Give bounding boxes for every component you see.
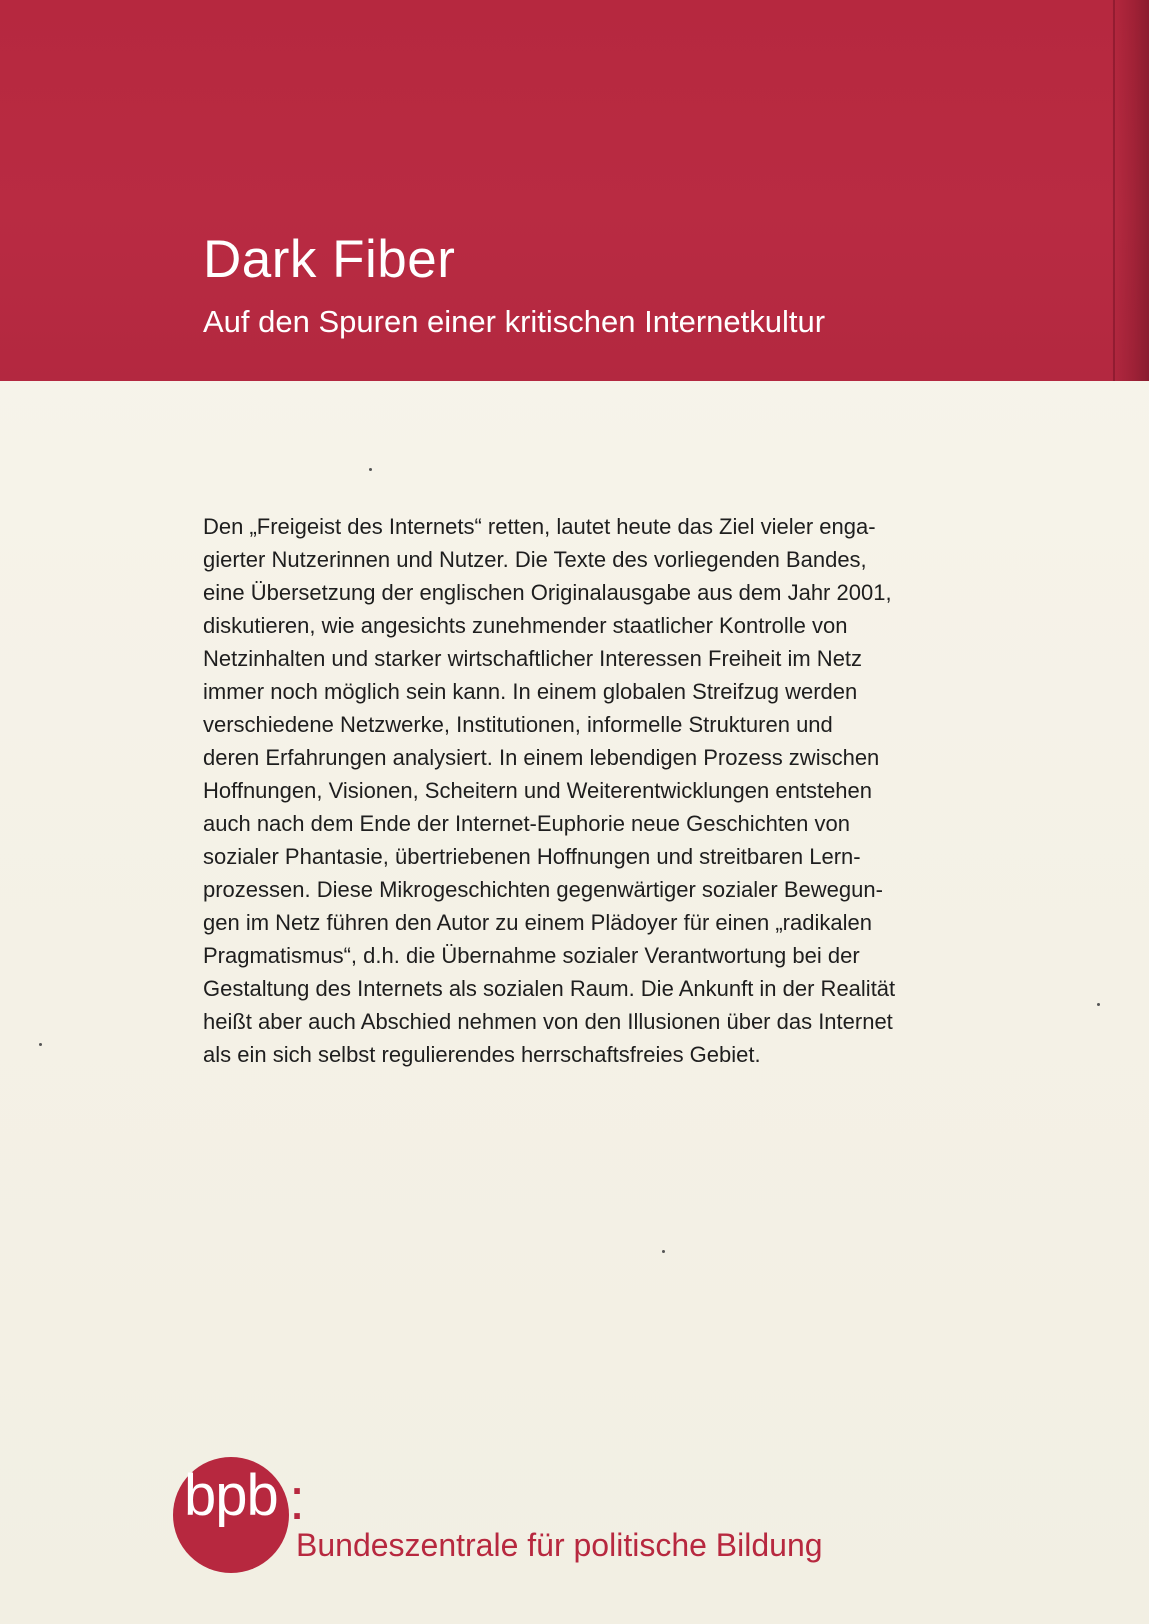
spine-shadow (1111, 0, 1149, 381)
book-subtitle: Auf den Spuren einer kritischen Internetkultur (203, 304, 826, 339)
blurb-line: gen im Netz führen den Autor zu einem Plädoyer für einen „radikalen (203, 910, 872, 935)
blurb-line: gierter Nutzerinnen und Nutzer. Die Texte des vorliegenden Bandes, (203, 547, 867, 572)
blurb-line: sozialer Phantasie, übertriebenen Hoffnungen und streitbaren Lern- (203, 844, 861, 869)
blurb-line: eine Übersetzung der englischen Originalausgabe aus dem Jahr 2001, (203, 580, 892, 605)
blurb-text (203, 510, 1003, 1071)
blurb-line: verschiedene Netzwerke, Institutionen, informelle Strukturen und (203, 712, 833, 737)
paper-speck (1097, 1003, 1100, 1006)
blurb-line: Hoffnungen, Visionen, Scheitern und Weiterentwicklungen entstehen (203, 778, 873, 803)
bpb-logo-text: bpb (184, 1463, 278, 1528)
paper-speck (369, 468, 372, 471)
blurb-line: deren Erfahrungen analysiert. In einem lebendigen Prozess zwischen (203, 745, 880, 770)
paper-speck (39, 1043, 42, 1046)
blurb-line: als ein sich selbst regulierendes herrschaftsfreies Gebiet. (203, 1042, 761, 1067)
publisher-name: Bundeszentrale für politische Bildung (296, 1527, 823, 1563)
blurb-line: prozessen. Diese Mikrogeschichten gegenwärtiger sozialer Bewegun- (203, 877, 883, 902)
blurb-line: auch nach dem Ende der Internet-Euphorie neue Geschichten von (203, 811, 850, 836)
blurb-line: Netzinhalten und starker wirtschaftlicher Interessen Freiheit im Netz (203, 646, 863, 671)
paper-speck (662, 1250, 665, 1253)
bpb-logo-colon: : (289, 1467, 306, 1532)
book-title: Dark Fiber (203, 230, 456, 289)
blurb-line: Gestaltung des Internets als sozialen Raum. Die Ankunft in der Realität (203, 976, 896, 1001)
blurb-line: heißt aber auch Abschied nehmen von den Illusionen über das Internet (203, 1009, 893, 1034)
blurb-line: diskutieren, wie angesichts zunehmender staatlicher Kontrolle von (203, 613, 848, 638)
blurb-line: immer noch möglich sein kann. In einem globalen Streifzug werden (203, 679, 858, 704)
blurb-line: Den „Freigeist des Internets“ retten, lautet heute das Ziel vieler enga- (203, 514, 876, 539)
blurb-line: Pragmatismus“, d.h. die Übernahme sozialer Verantwortung bei der (203, 943, 860, 968)
